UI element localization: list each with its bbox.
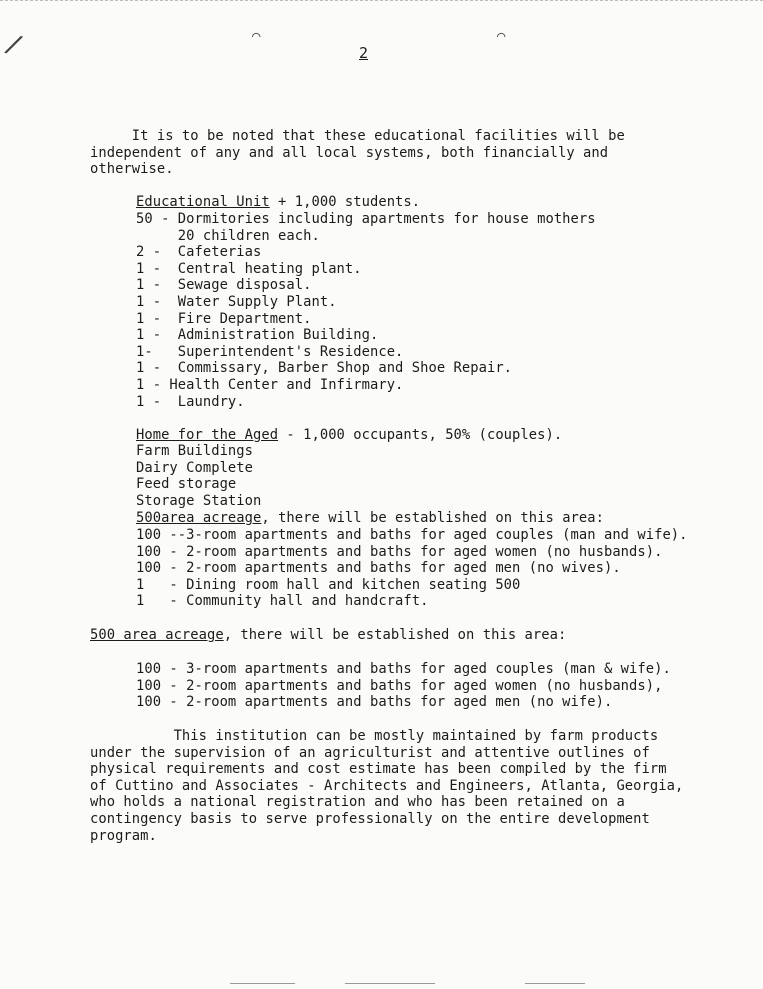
section-heading: 500area acreage (136, 510, 262, 526)
acreage-heading (136, 510, 604, 526)
section-heading-detail: - 1,000 occupants, 50% (couples). (278, 427, 563, 443)
educational-unit-item: 1 - Laundry. (136, 393, 245, 410)
intro-paragraph-line: otherwise. (90, 161, 174, 178)
apartment-item: 1 - Dining room hall and kitchen seating 500 (136, 576, 521, 593)
educational-unit-item: 2 - Cafeterias (136, 244, 262, 261)
intro-paragraph-line: independent of any and all local systems, both financially and (90, 144, 609, 161)
educational-unit-item: 50 - Dormitories including apartments for house mothers (136, 211, 596, 227)
second-apartment-item: 100 - 3-room apartments and baths for aged couples (man & wife). (136, 661, 671, 677)
staple-mark-left: ⌒ (252, 28, 261, 44)
second-apartment-item: 100 - 2-room apartments and baths for aged women (no husbands), (136, 677, 663, 694)
pen-mark: / (1, 28, 27, 62)
second-apartment-item: 100 - 2-room apartments and baths for aged men (no wife). (136, 694, 613, 711)
second-acreage-heading (90, 627, 566, 643)
apartment-item: 100 - 2-room apartments and baths for aged men (no wives). (136, 560, 621, 577)
educational-unit-item: 1 - Commissary, Barber Shop and Shoe Repair. (136, 360, 513, 377)
educational-unit-item: 1 - Administration Building. (136, 327, 379, 344)
home-for-aged-heading (136, 427, 562, 443)
bottom-edge-mark (525, 983, 585, 984)
educational-unit-item: 1 - Central heating plant. (136, 260, 362, 277)
bottom-edge-mark (230, 983, 295, 984)
closing-paragraph-line: under the supervision of an agriculturist and attentive outlines of (90, 744, 650, 761)
section-heading: Home for the Aged (136, 427, 279, 443)
educational-unit-item: 20 children each. (136, 227, 320, 244)
closing-paragraph-line: of Cuttino and Associates - Architects and Engineers, Atlanta, Georgia, (90, 777, 684, 794)
section-heading: 500 area acreage (90, 627, 224, 643)
bottom-edge-mark (345, 983, 435, 984)
page-number: 2 (359, 44, 369, 62)
section-heading: Educational Unit (136, 194, 270, 210)
apartment-item: 1 - Community hall and handcraft. (136, 593, 429, 610)
section-heading-detail: + 1,000 students. (269, 194, 421, 210)
intro-paragraph-line: It is to be noted that these educational facilities will be (90, 128, 625, 144)
top-border (0, 0, 763, 4)
closing-paragraph-line: program. (90, 827, 157, 844)
educational-unit-item: 1- Superintendent's Residence. (136, 343, 404, 360)
section-heading-detail: , there will be established on this area: (223, 627, 567, 643)
home-for-aged-item: Feed storage (136, 476, 237, 493)
section-heading-detail: , there will be established on this area: (261, 510, 604, 526)
staple-mark-right: ⌒ (497, 28, 506, 44)
closing-paragraph-line: physical requirements and cost estimate has been compiled by the firm (90, 761, 667, 778)
closing-paragraph-line: who holds a national registration and who has been retained on a (90, 794, 625, 811)
closing-paragraph-line: contingency basis to serve professionally on the entire development (90, 811, 650, 827)
home-for-aged-item: Dairy Complete (136, 459, 253, 476)
closing-paragraph-line: This institution can be mostly maintained by farm products (90, 728, 659, 744)
apartment-item: 100 - 2-room apartments and baths for aged women (no husbands). (136, 543, 663, 560)
educational-unit-item: 1 - Sewage disposal. (136, 277, 312, 294)
educational-unit-item: 1 - Fire Department. (136, 310, 312, 327)
home-for-aged-item: Storage Station (136, 492, 262, 509)
educational-unit-item: 1 - Water Supply Plant. (136, 294, 337, 310)
educational-unit-item: 1 - Health Center and Infirmary. (136, 377, 404, 393)
educational-unit-heading (136, 194, 420, 210)
home-for-aged-item: Farm Buildings (136, 443, 253, 459)
apartment-item: 100 --3-room apartments and baths for aged couples (man and wife). (136, 527, 688, 543)
